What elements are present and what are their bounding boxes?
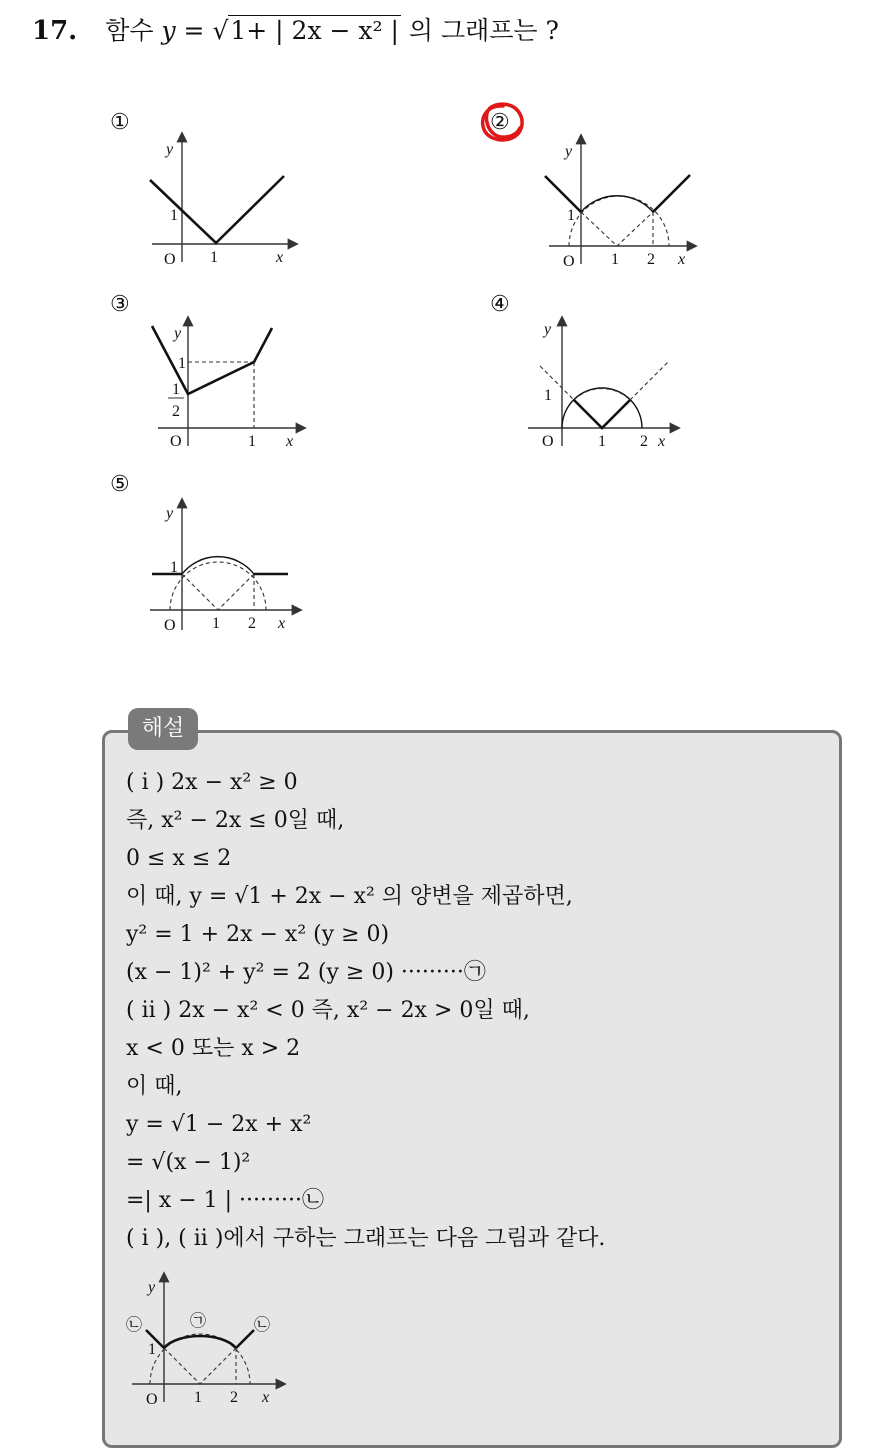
mark-b-left: ㉡ <box>126 1317 143 1334</box>
choice-1-label[interactable]: ① <box>110 110 130 135</box>
tick-1: 1 <box>194 1389 202 1406</box>
solution-line: ( i ) 2x − x² ≥ 0 <box>126 770 298 795</box>
tick-2: 2 <box>230 1389 238 1406</box>
origin-label: O <box>542 433 554 450</box>
solution-line: y² = 1 + 2x − x² (y ≥ 0) <box>126 922 390 947</box>
y-axis-label: y <box>544 321 552 338</box>
question-prefix: 함수 <box>105 16 154 45</box>
tick-half-numerator: 1 <box>172 381 180 398</box>
y-axis-label: y <box>148 1279 156 1296</box>
tick-1: 1 <box>210 249 218 266</box>
solution-line: 이 때, y = √1 + 2x − x² 의 양변을 제곱하면, <box>126 884 573 909</box>
tick-1: 1 <box>170 559 178 576</box>
y-axis-label: y <box>166 141 174 158</box>
solution-tag: 해설 <box>128 708 198 750</box>
solution-line: = √(x − 1)² <box>126 1150 251 1175</box>
x-axis-label: x <box>286 433 294 450</box>
x-axis-label: x <box>262 1389 270 1406</box>
x-axis-label: x <box>658 433 666 450</box>
tick-1: 1 <box>248 433 256 450</box>
solution-line: =| x − 1 | ·········㉡ <box>126 1188 325 1213</box>
tick-2: 2 <box>640 433 648 450</box>
solution-line: ( i ), ( ii )에서 구하는 그래프는 다음 그림과 같다. <box>126 1226 606 1251</box>
graph-choice-4 <box>522 312 692 452</box>
y-axis-label: y <box>166 505 174 522</box>
tick-half-denominator: 2 <box>172 403 180 420</box>
tick-1: 1 <box>148 1341 156 1358</box>
tick-1: 1 <box>567 207 575 224</box>
solution-graph <box>120 1268 295 1413</box>
solution-line: x < 0 또는 x > 2 <box>126 1036 301 1061</box>
choice-2-label[interactable]: ② <box>490 110 510 135</box>
solution-line: 즉, x² − 2x ≤ 0일 때, <box>126 808 345 833</box>
solution-line: ( ii ) 2x − x² < 0 즉, x² − 2x > 0일 때, <box>126 998 530 1023</box>
tick-1: 1 <box>544 387 552 404</box>
origin-label: O <box>164 251 176 268</box>
origin-label: O <box>170 433 182 450</box>
tick-1: 1 <box>611 251 619 268</box>
question-y-eq: y = <box>161 16 205 45</box>
x-axis-label: x <box>678 251 686 268</box>
tick-1: 1 <box>170 207 178 224</box>
origin-label: O <box>164 617 176 634</box>
choice-4-label[interactable]: ④ <box>490 292 510 317</box>
question-suffix: 의 그래프는 ? <box>408 16 559 45</box>
tick-1: 1 <box>178 355 186 372</box>
graph-choice-5 <box>140 494 310 634</box>
mark-a: ㉠ <box>190 1313 207 1330</box>
choice-3-label[interactable]: ③ <box>110 292 130 317</box>
y-axis-label: y <box>565 143 573 160</box>
origin-label: O <box>563 253 575 270</box>
tick-1: 1 <box>212 615 220 632</box>
y-axis-label: y <box>174 325 182 342</box>
graph-choice-3 <box>140 312 315 452</box>
solution-line: (x − 1)² + y² = 2 (y ≥ 0) ·········㉠ <box>126 960 486 985</box>
question-radicand: 1+ | 2x − x² | <box>230 16 399 45</box>
sqrt-symbol: √ <box>212 16 229 45</box>
origin-label: O <box>146 1391 158 1408</box>
solution-line: 이 때, <box>126 1074 183 1099</box>
graph-choice-1 <box>140 128 310 268</box>
answer-circle-mark <box>478 100 528 146</box>
mark-b-right: ㉡ <box>254 1317 271 1334</box>
question-header <box>32 14 559 48</box>
solution-line: y = √1 − 2x + x² <box>126 1112 312 1137</box>
x-axis-label: x <box>276 249 284 266</box>
tick-2: 2 <box>647 251 655 268</box>
choice-5-label[interactable]: ⑤ <box>110 472 130 497</box>
tick-1: 1 <box>598 433 606 450</box>
tick-2: 2 <box>248 615 256 632</box>
solution-line: 0 ≤ x ≤ 2 <box>126 846 232 871</box>
graph-choice-2 <box>535 130 705 270</box>
x-axis-label: x <box>278 615 286 632</box>
question-number: 17. <box>32 16 78 46</box>
